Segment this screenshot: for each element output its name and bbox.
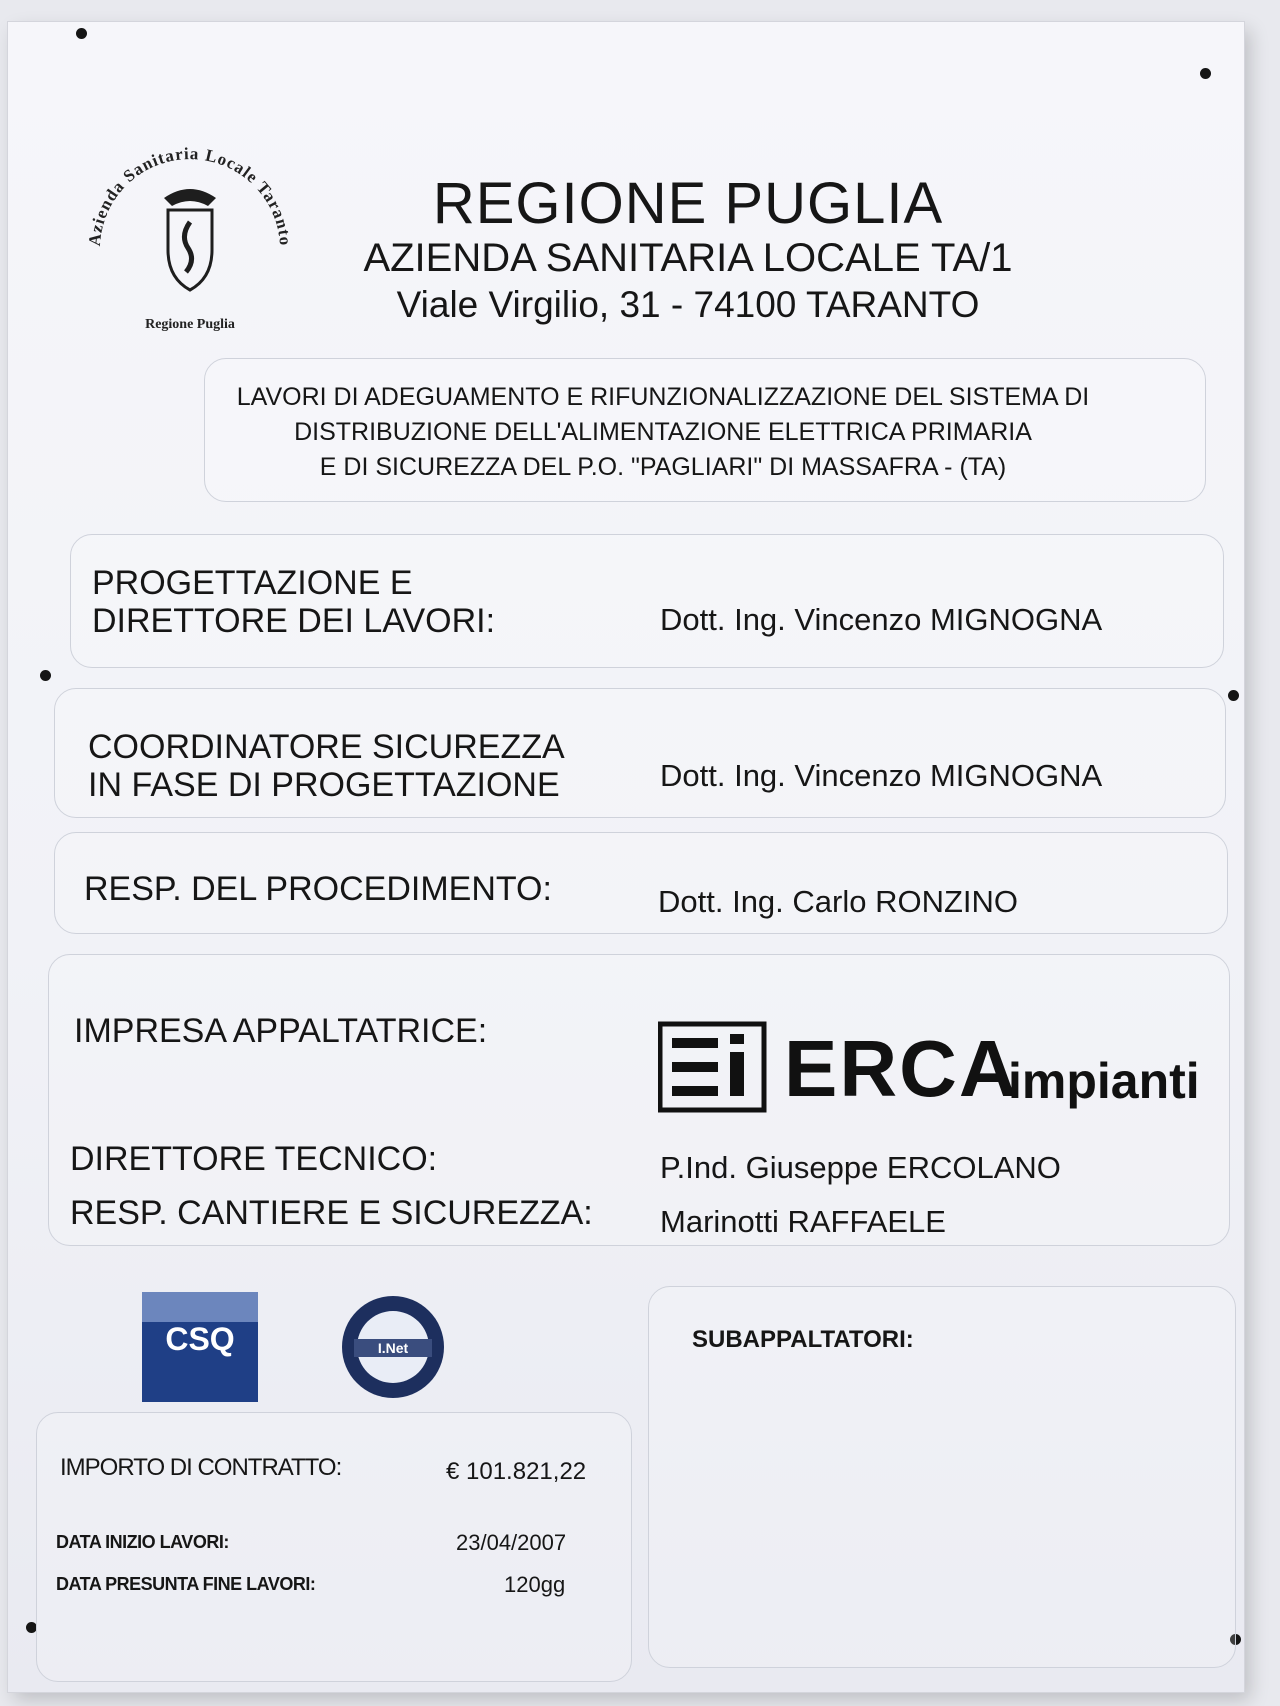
regione-puglia-emblem [80,140,300,340]
amount-label: IMPORTO DI CONTRATTO: [60,1454,342,1481]
ei-mark-bar [672,1062,718,1072]
eagle-icon [164,189,216,206]
procedure-value: Dott. Ing. Carlo RONZINO [658,884,1019,919]
emblem-footer-text: Regione Puglia [145,317,235,332]
csq-text: CSQ [165,1321,235,1357]
end-label: DATA PRESUNTA FINE LAVORI: [56,1574,316,1594]
safety-value: Dott. Ing. Vincenzo MIGNOGNA [660,758,1103,793]
inet-text: I.Net [377,1340,409,1356]
region-title: REGIONE PUGLIA [432,171,944,236]
design-label-line: DIRETTORE DEI LAVORI: [92,602,496,640]
logo-name: ERCA [784,1024,1019,1113]
ei-mark-stem [730,1052,744,1096]
screw-icon [40,670,51,681]
safety-label-line: COORDINATORE SICUREZZA [88,728,565,766]
design-label [92,564,495,640]
csq-certification-logo [142,1292,258,1402]
project-line: LAVORI DI ADEGUAMENTO E RIFUNZIONALIZZAZIONE DEL SISTEMA DI [236,383,1090,411]
site-label: RESP. CANTIERE E SICUREZZA: [70,1194,593,1232]
technical-label: DIRETTORE TECNICO: [70,1140,438,1178]
subcontractors-title: SUBAPPALTATORI: [692,1326,914,1353]
scorpion-icon [184,222,191,272]
end-value: 120gg [504,1572,566,1597]
safety-label-line: IN FASE DI PROGETTAZIONE [88,766,560,804]
screw-icon [76,28,87,39]
emblem-ring-text: Azienda Sanitaria Locale Taranto [84,144,296,247]
amount-value: € 101.821,22 [446,1458,587,1485]
start-label: DATA INIZIO LAVORI: [56,1532,229,1552]
ei-mark-bar [672,1086,718,1096]
erca-impianti-logo [658,1018,1233,1118]
contractor-label: IMPRESA APPALTATRICE: [74,1012,488,1050]
procedure-label: RESP. DEL PROCEDIMENTO: [84,870,552,908]
authority-address: Viale Virgilio, 31 - 74100 TARANTO [396,284,980,325]
screw-icon [1228,690,1239,701]
construction-sign-plate [8,22,1244,1692]
start-value: 23/04/2007 [456,1530,567,1555]
logo-suffix: impianti [1008,1053,1200,1109]
site-value: Marinotti RAFFAELE [660,1204,946,1239]
authority-name: AZIENDA SANITARIA LOCALE TA/1 [363,236,1013,280]
project-line: DISTRIBUZIONE DELL'ALIMENTAZIONE ELETTRICA PRIMARIA [294,418,1032,446]
safety-label [88,728,565,804]
project-description [158,380,1168,485]
design-label-line: PROGETTAZIONE E [92,564,413,602]
inet-certification-logo [338,1292,448,1402]
ei-mark-bar [672,1038,718,1048]
technical-value: P.Ind. Giuseppe ERCOLANO [660,1150,1061,1185]
project-line: E DI SICUREZZA DEL P.O. "PAGLIARI" DI MASSAFRA - (TA) [319,453,1007,481]
screw-icon [1200,68,1211,79]
ei-mark-dot [730,1034,744,1044]
design-value: Dott. Ing. Vincenzo MIGNOGNA [660,602,1103,637]
